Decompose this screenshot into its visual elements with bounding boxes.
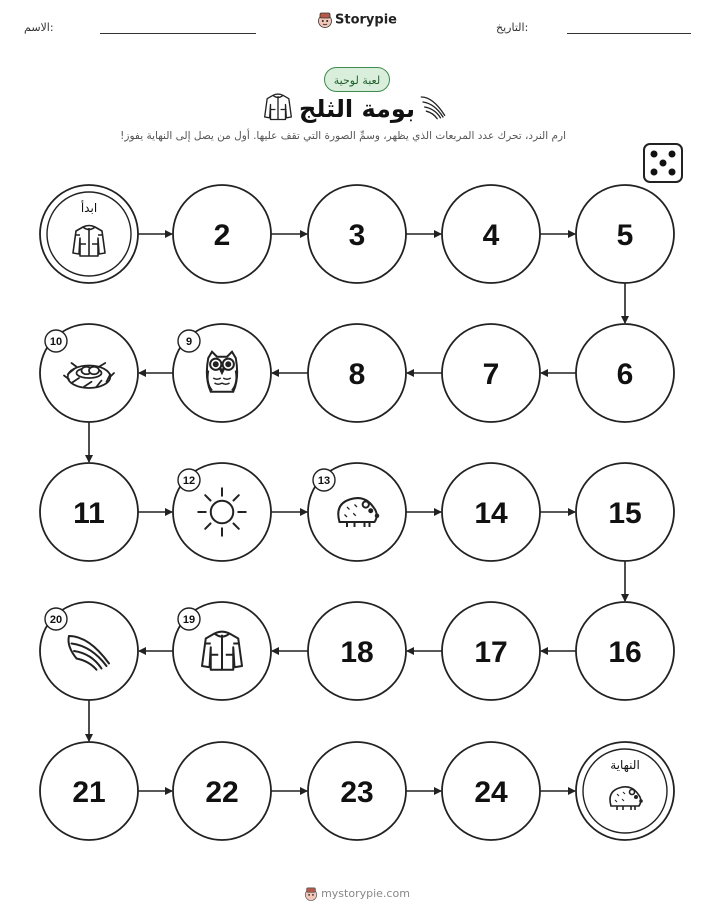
space-number-badge bbox=[178, 469, 200, 491]
space-number: 15 bbox=[608, 497, 642, 530]
board-space-6[interactable] bbox=[576, 324, 674, 422]
space-number: 19 bbox=[182, 614, 196, 626]
space-number-badge bbox=[178, 330, 200, 352]
board-game-badge: لعبة لوحية bbox=[324, 67, 390, 92]
board-space-19[interactable] bbox=[173, 602, 271, 700]
space-number: 8 bbox=[348, 358, 366, 391]
space-number-badge bbox=[313, 469, 335, 491]
space-number: 9 bbox=[185, 336, 193, 348]
space-number: 21 bbox=[72, 776, 106, 809]
space-number: 10 bbox=[49, 336, 63, 348]
board-space-10[interactable] bbox=[40, 324, 138, 422]
board-space-5[interactable] bbox=[576, 185, 674, 283]
board-space-23[interactable] bbox=[308, 742, 406, 840]
board-space-21[interactable] bbox=[40, 742, 138, 840]
space-number: 17 bbox=[474, 636, 508, 669]
space-number: 22 bbox=[205, 776, 239, 809]
name-label: الاسم: bbox=[24, 21, 54, 34]
space-number: 23 bbox=[340, 776, 374, 809]
space-number-badge bbox=[178, 608, 200, 630]
board-space-20[interactable] bbox=[40, 602, 138, 700]
board-space-7[interactable] bbox=[442, 324, 540, 422]
space-number: 3 bbox=[348, 219, 366, 252]
board-space-8[interactable] bbox=[308, 324, 406, 422]
space-number: 4 bbox=[482, 219, 500, 252]
board-space-2[interactable] bbox=[173, 185, 271, 283]
space-number-badge bbox=[45, 330, 67, 352]
instructions: ارم النرد، تحرك عدد المربعات الذي يظهر، وسمِّ الصورة التي تقف عليها. أول من يصل إلى النهاية يفوز! bbox=[120, 130, 566, 142]
owl-icon bbox=[207, 352, 237, 392]
space-number-badge bbox=[45, 608, 67, 630]
board-space-22[interactable] bbox=[173, 742, 271, 840]
space-number: 11 bbox=[73, 497, 105, 530]
end-label: النهاية bbox=[610, 758, 640, 772]
space-number: 18 bbox=[340, 636, 374, 669]
storypie-logo-icon bbox=[304, 887, 318, 901]
board-space-15[interactable] bbox=[576, 463, 674, 561]
sun-icon bbox=[198, 488, 246, 536]
footer bbox=[0, 887, 714, 901]
footer-url[interactable]: mystorypie.com bbox=[321, 887, 410, 900]
start-label: ابدأ bbox=[80, 201, 98, 215]
start-space[interactable] bbox=[40, 185, 138, 283]
brand-name: Storypie bbox=[335, 12, 397, 28]
space-number: 2 bbox=[213, 219, 231, 252]
page-title: بومة الثلج bbox=[299, 95, 415, 123]
board-space-12[interactable] bbox=[173, 463, 271, 561]
space-number: 16 bbox=[608, 636, 642, 669]
date-label: التاريخ: bbox=[496, 21, 529, 34]
space-number: 24 bbox=[474, 776, 508, 809]
jacket-icon bbox=[73, 226, 105, 257]
end-space[interactable] bbox=[576, 742, 674, 840]
space-number: 13 bbox=[317, 475, 331, 487]
space-number: 5 bbox=[616, 219, 634, 252]
space-number: 14 bbox=[474, 497, 508, 530]
board-space-16[interactable] bbox=[576, 602, 674, 700]
board-space-17[interactable] bbox=[442, 602, 540, 700]
space-number: 20 bbox=[49, 614, 63, 626]
board-space-11[interactable] bbox=[40, 463, 138, 561]
board-space-9[interactable] bbox=[173, 324, 271, 422]
space-number: 6 bbox=[616, 358, 634, 391]
space-number: 7 bbox=[482, 358, 500, 391]
jacket-icon bbox=[202, 632, 242, 670]
space-number: 12 bbox=[182, 475, 196, 487]
board-space-18[interactable] bbox=[308, 602, 406, 700]
board-space-4[interactable] bbox=[442, 185, 540, 283]
board-space-3[interactable] bbox=[308, 185, 406, 283]
board-space-24[interactable] bbox=[442, 742, 540, 840]
board-space-14[interactable] bbox=[442, 463, 540, 561]
board-space-13[interactable] bbox=[308, 463, 406, 561]
